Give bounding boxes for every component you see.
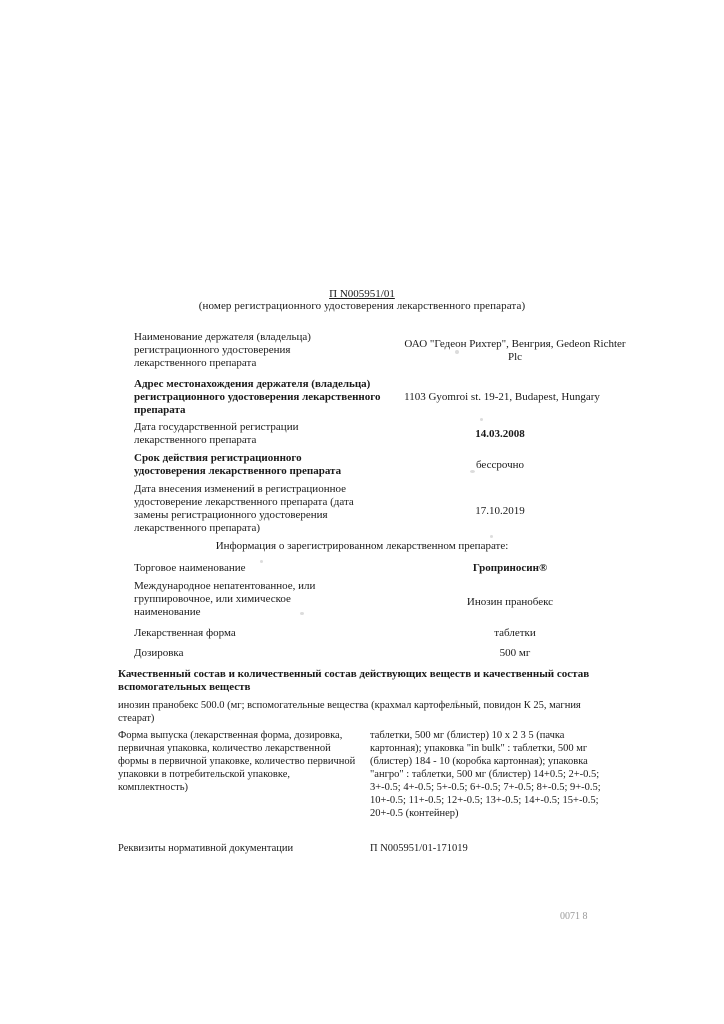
scan-speck <box>300 612 304 615</box>
validity-label: Срок действия регистрационного удостоверения лекарственного препарата <box>134 452 342 477</box>
registration-number-caption: (номер регистрационного удостоверения лекарственного препарата) <box>198 300 526 312</box>
scan-speck <box>260 560 263 563</box>
holder-name-value: ОАО "Гедеон Рихтер", Венгрия, Gedeon Richter Plc <box>404 338 626 363</box>
scan-speck <box>480 418 483 421</box>
holder-address-value: 1103 Gyomroi st. 19-21, Budapest, Hungary <box>404 391 600 403</box>
scan-speck <box>520 760 524 763</box>
composition-heading: Качественный состав и количественный состав действующих веществ и качественный состав вспомогательных веществ <box>118 668 590 693</box>
composition-text: инозин пранобекс 500.0 (мг; вспомогательные вещества (крахмал картофельный, повидон К 25, магния стеарат) <box>118 700 581 724</box>
release-form-value: таблетки, 500 мг (блистер) 10 x 2 3 5 (пачка картонная); упаковка "in bulk" : таблетки, 500 мг (блистер) 184 - 10 (коробка картонная); упаковка "ангро" : таблетки, 500 мг (блистер) 14+0.5; 2+-0.5; 3+-0.5; 4+-0.5; 5+-0.5; 6+-0.5; 7+-0.5; 8+-0.5; 9+-0.5; 10+-0.5; 11+-0.5; 12+-0.5; 13+-0.5; 14+-0.5; 15+-0.5; 20+-0.5 (контейнер) <box>370 730 601 819</box>
scan-speck <box>470 470 475 473</box>
scan-speck <box>490 535 493 538</box>
change-date-value: 17.10.2019 <box>475 505 525 517</box>
normative-label: Реквизиты нормативной документации <box>118 843 294 854</box>
scan-speck <box>455 700 458 704</box>
registration-date-label: Дата государственной регистрации лекарственного препарата <box>134 421 299 446</box>
trade-name-value: Гроприносин® <box>472 562 548 574</box>
dosage-form-value: таблетки <box>494 627 536 639</box>
registration-number: П N005951/01 <box>329 288 395 300</box>
scan-speck <box>455 350 459 354</box>
dosage-value: 500 мг <box>499 647 531 659</box>
trade-name-label: Торговое наименование <box>134 562 246 574</box>
dosage-form-label: Лекарственная форма <box>134 627 236 639</box>
footer-mark: 0071 8 <box>560 911 588 922</box>
info-heading: Информация о зарегистрированном лекарственном препарате: <box>215 540 509 552</box>
change-date-label: Дата внесения изменений в регистрационное удостоверение лекарственного препарата (дата замены регистрационного удостоверения лекарственного препарата) <box>134 483 354 534</box>
release-form-label: Форма выпуска (лекарственная форма, дозировка, первичная упаковка, количество лекарственной формы в первичной упаковке, количество первичной упаковки в потребительской упаковке, комплектность) <box>118 730 356 793</box>
dosage-label: Дозировка <box>134 647 184 659</box>
holder-address-label: Адрес местонахождения держателя (владельца) регистрационного удостоверения лекарственного препарата <box>134 378 381 416</box>
normative-value: П N005951/01-171019 <box>370 843 468 854</box>
inn-value: Инозин пранобекс <box>466 596 554 608</box>
registration-date-value: 14.03.2008 <box>475 428 525 440</box>
inn-label: Международное непатентованное, или группировочное, или химическое наименование <box>134 580 316 618</box>
holder-name-label: Наименование держателя (владельца) регистрационного удостоверения лекарственного препарата <box>134 331 311 369</box>
validity-value: бессрочно <box>475 459 524 471</box>
